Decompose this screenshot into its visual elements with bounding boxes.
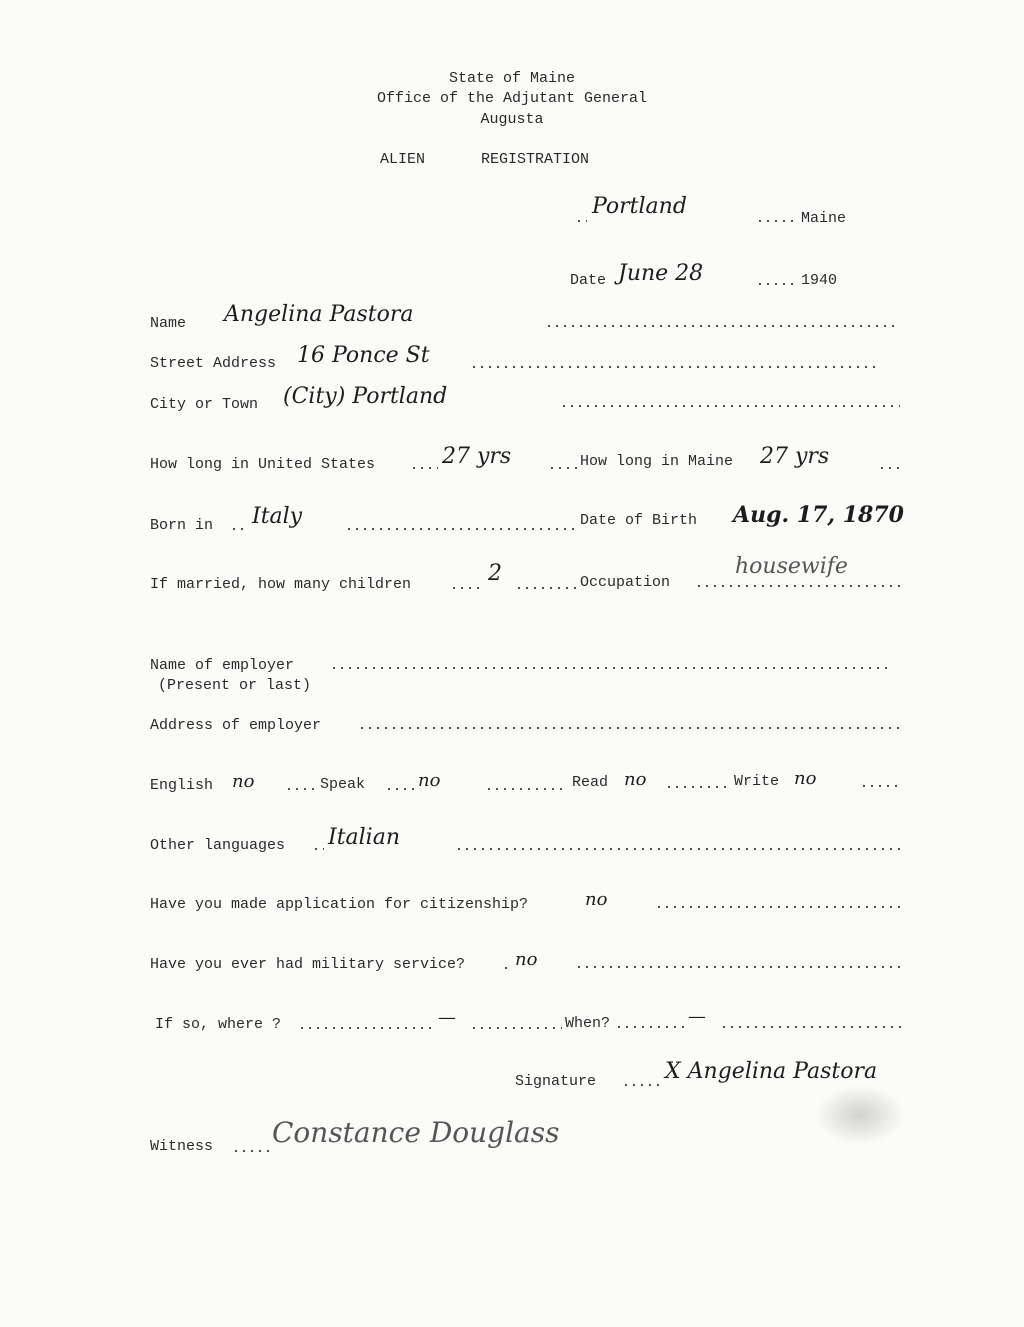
signature-value: X Angelina Pastora — [665, 1059, 878, 1084]
header-state: State of Maine — [448, 70, 576, 87]
children-label: If married, how many children — [150, 576, 412, 593]
city-value: (City) Portland — [283, 384, 448, 409]
speak-label: Speak — [320, 776, 366, 793]
date-label: Date — [570, 272, 607, 289]
date-value: June 28 — [618, 261, 704, 286]
children-value: 2 — [488, 561, 502, 586]
signature-smudge — [815, 1085, 905, 1145]
date-dots — [756, 283, 796, 285]
form-title-registration: REGISTRATION — [481, 151, 590, 168]
how-long-me-dots — [878, 467, 902, 469]
employer-label: Name of employer — [150, 657, 295, 674]
citizenship-label: Have you made application for citizenship? — [150, 896, 529, 913]
employer-dots — [330, 667, 890, 669]
military-dots-lead — [502, 967, 512, 969]
place-dots — [756, 220, 796, 222]
when-dots — [720, 1026, 903, 1028]
read-value: no — [624, 769, 647, 790]
speak-value: no — [418, 770, 441, 791]
date-year: 1940 — [801, 272, 838, 289]
witness-dots — [232, 1150, 272, 1152]
place-dots-lead — [575, 220, 587, 222]
header-office: Office of the Adjutant General — [376, 90, 648, 107]
military-value: no — [515, 949, 538, 970]
military-dots — [575, 966, 903, 968]
born-in-label: Born in — [150, 517, 214, 534]
form-title-alien: ALIEN — [380, 151, 426, 168]
other-languages-dots — [455, 848, 903, 850]
english-value: no — [232, 771, 255, 792]
born-in-dots-lead — [230, 528, 248, 530]
employer-address-label: Address of employer — [150, 717, 322, 734]
how-long-us-label: How long in United States — [150, 456, 376, 473]
where-label: If so, where ? — [155, 1016, 282, 1033]
street-label: Street Address — [150, 355, 277, 372]
dob-label: Date of Birth — [580, 512, 698, 529]
read-dots — [665, 786, 731, 788]
where-value: — — [438, 1007, 456, 1028]
english-label: English — [150, 777, 214, 794]
when-value: — — [688, 1006, 706, 1027]
name-label: Name — [150, 315, 187, 332]
children-dots-lead — [450, 587, 480, 589]
write-dots — [860, 785, 902, 787]
how-long-me-value: 27 yrs — [760, 444, 830, 469]
born-in-dots — [345, 528, 577, 530]
employer-address-dots — [358, 727, 903, 729]
street-value: 16 Ponce St — [297, 343, 430, 368]
where-dots — [470, 1027, 562, 1029]
occupation-dots — [695, 585, 900, 587]
where-dots-lead — [298, 1027, 436, 1029]
city-label: City or Town — [150, 396, 259, 413]
employer-sublabel: (Present or last) — [158, 677, 312, 694]
write-value: no — [794, 768, 817, 789]
citizenship-dots — [655, 906, 903, 908]
witness-value: Constance Douglass — [272, 1116, 560, 1149]
speak-dots-lead — [385, 788, 415, 790]
street-dots — [470, 366, 880, 368]
place-value: Portland — [592, 194, 687, 219]
military-label: Have you ever had military service? — [150, 956, 466, 973]
how-long-me-label: How long in Maine — [580, 453, 734, 470]
other-languages-label: Other languages — [150, 837, 286, 854]
when-label: When? — [565, 1015, 611, 1032]
how-long-us-value: 27 yrs — [442, 444, 512, 469]
header-city: Augusta — [480, 111, 544, 128]
how-long-us-dots — [548, 467, 578, 469]
place-suffix: Maine — [801, 210, 847, 227]
city-dots — [560, 405, 900, 407]
children-dots — [515, 587, 577, 589]
other-languages-value: Italian — [328, 825, 401, 850]
signature-label: Signature — [515, 1073, 597, 1090]
name-value: Angelina Pastora — [224, 302, 414, 327]
other-languages-dots-lead — [312, 848, 324, 850]
write-label: Write — [734, 773, 780, 790]
occupation-value: housewife — [735, 554, 848, 579]
how-long-us-dots-lead — [410, 467, 438, 469]
when-dots-lead — [615, 1026, 685, 1028]
speak-dots — [485, 788, 568, 790]
witness-label: Witness — [150, 1138, 214, 1155]
citizenship-value: no — [585, 889, 608, 910]
name-dots — [545, 325, 900, 327]
signature-dots — [622, 1084, 662, 1086]
dob-value: Aug. 17, 1870 — [733, 502, 904, 528]
english-dots — [285, 788, 317, 790]
born-in-value: Italy — [252, 504, 303, 529]
read-label: Read — [572, 774, 609, 791]
occupation-label: Occupation — [580, 574, 671, 591]
